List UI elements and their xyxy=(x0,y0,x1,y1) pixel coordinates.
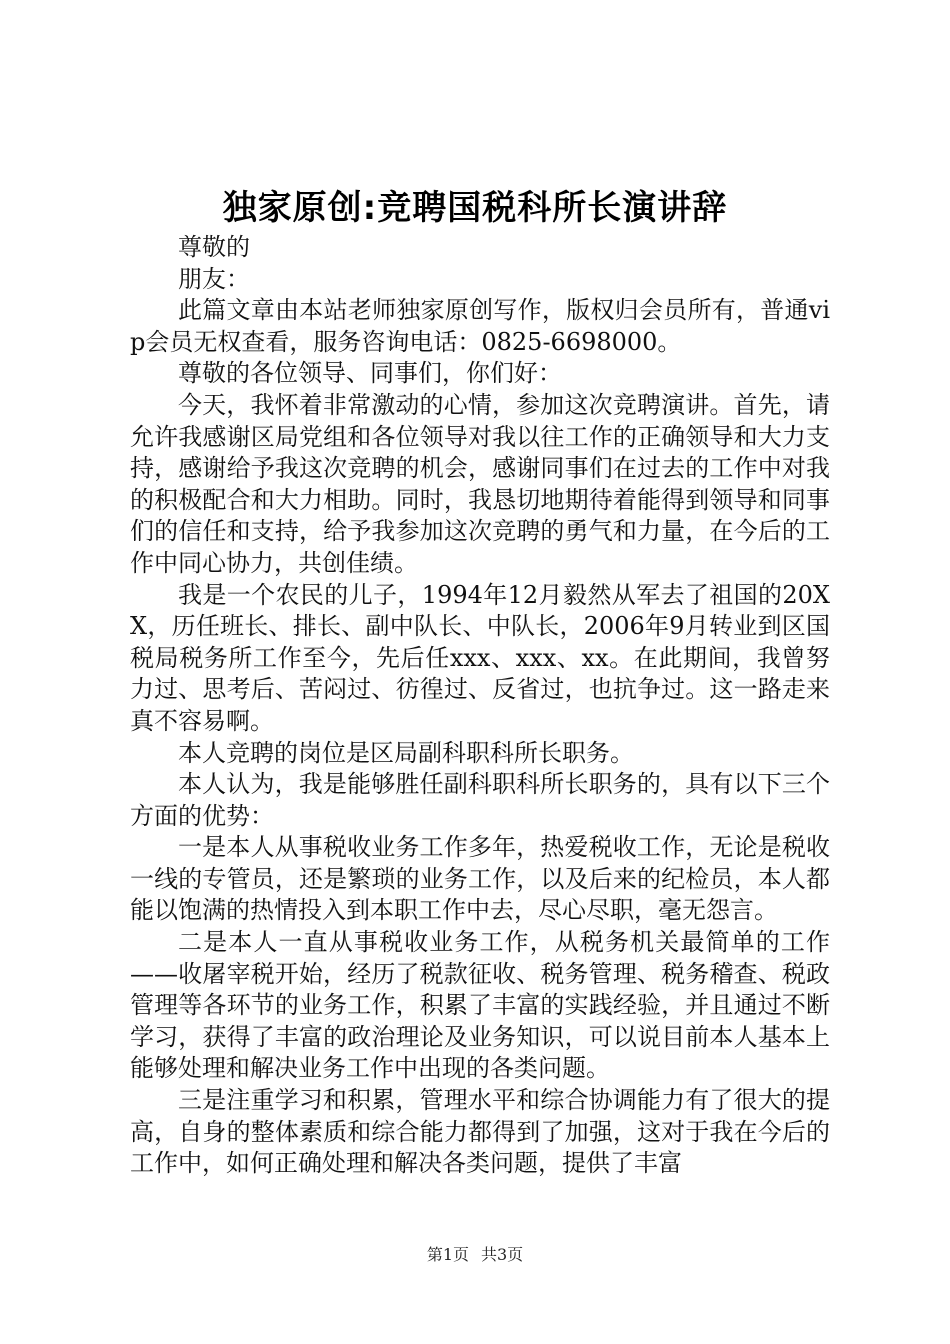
paragraph: 我是一个农民的儿子，1994年12月毅然从军去了祖国的20XX，历任班长、排长、副中队长、中队长，2006年9月转业到区国税局税务所工作至今，先后任xxx、xxx、xx。在此期间，我曾努力过、思考后、苦闷过、彷徨过、反省过，也抗争过。这一路走来真不容易啊。 xyxy=(130,580,830,735)
paragraph: 二是本人一直从事税收业务工作，从税务机关最简单的工作——收屠宰税开始，经历了税款征收、税务管理、税务稽查、税政管理等各环节的业务工作，积累了丰富的实践经验，并且通过不断学习，获得了丰富的政治理论及业务知识，可以说目前本人基本上能够处理和解决业务工作中出现的各类问题。 xyxy=(130,928,830,1083)
paragraph: 尊敬的 xyxy=(178,233,250,261)
paragraph: 尊敬的各位领导、同事们，你们好： xyxy=(178,359,562,388)
page-number-current: 第1页 xyxy=(426,1245,469,1264)
paragraph: 此篇文章由本站老师独家原创写作，版权归会员所有，普通vip会员无权查看，服务咨询电话：0825-6698000。 xyxy=(130,296,830,356)
paragraph: 三是注重学习和积累，管理水平和综合协调能力有了很大的提高，自身的整体素质和综合能力都得到了加强，这对于我在今后的工作中，如何正确处理和解决各类问题，提供了丰富 xyxy=(130,1086,830,1178)
document-title: 独家原创:竞聘国税科所长演讲辞 xyxy=(222,188,728,228)
page-number-total: 共3页 xyxy=(481,1245,524,1264)
paragraph: 一是本人从事税收业务工作多年，热爱税收工作，无论是税收一线的专管员，还是繁琐的业务工作，以及后来的纪检员，本人都能以饱满的热情投入到本职工作中去，尽心尽职，毫无怨言。 xyxy=(130,833,830,925)
paragraph: 本人认为，我是能够胜任副科职科所长职务的，具有以下三个方面的优势： xyxy=(130,770,830,830)
page-footer xyxy=(0,1244,950,1266)
document-body xyxy=(130,232,830,1180)
paragraph: 今天，我怀着非常激动的心情，参加这次竞聘演讲。首先，请允许我感谢区局党组和各位领导对我以往工作的正确领导和大力支持，感谢给予我这次竞聘的机会，感谢同事们在过去的工作中对我的积极配合和大力相助。同时，我恳切地期待着能得到领导和同事们的信任和支持，给予我参加这次竞聘的勇气和力量，在今后的工作中同心协力，共创佳绩。 xyxy=(130,390,830,577)
paragraph: 本人竞聘的岗位是区局副科职科所长职务。 xyxy=(178,738,634,767)
paragraph: 朋友： xyxy=(178,264,250,293)
